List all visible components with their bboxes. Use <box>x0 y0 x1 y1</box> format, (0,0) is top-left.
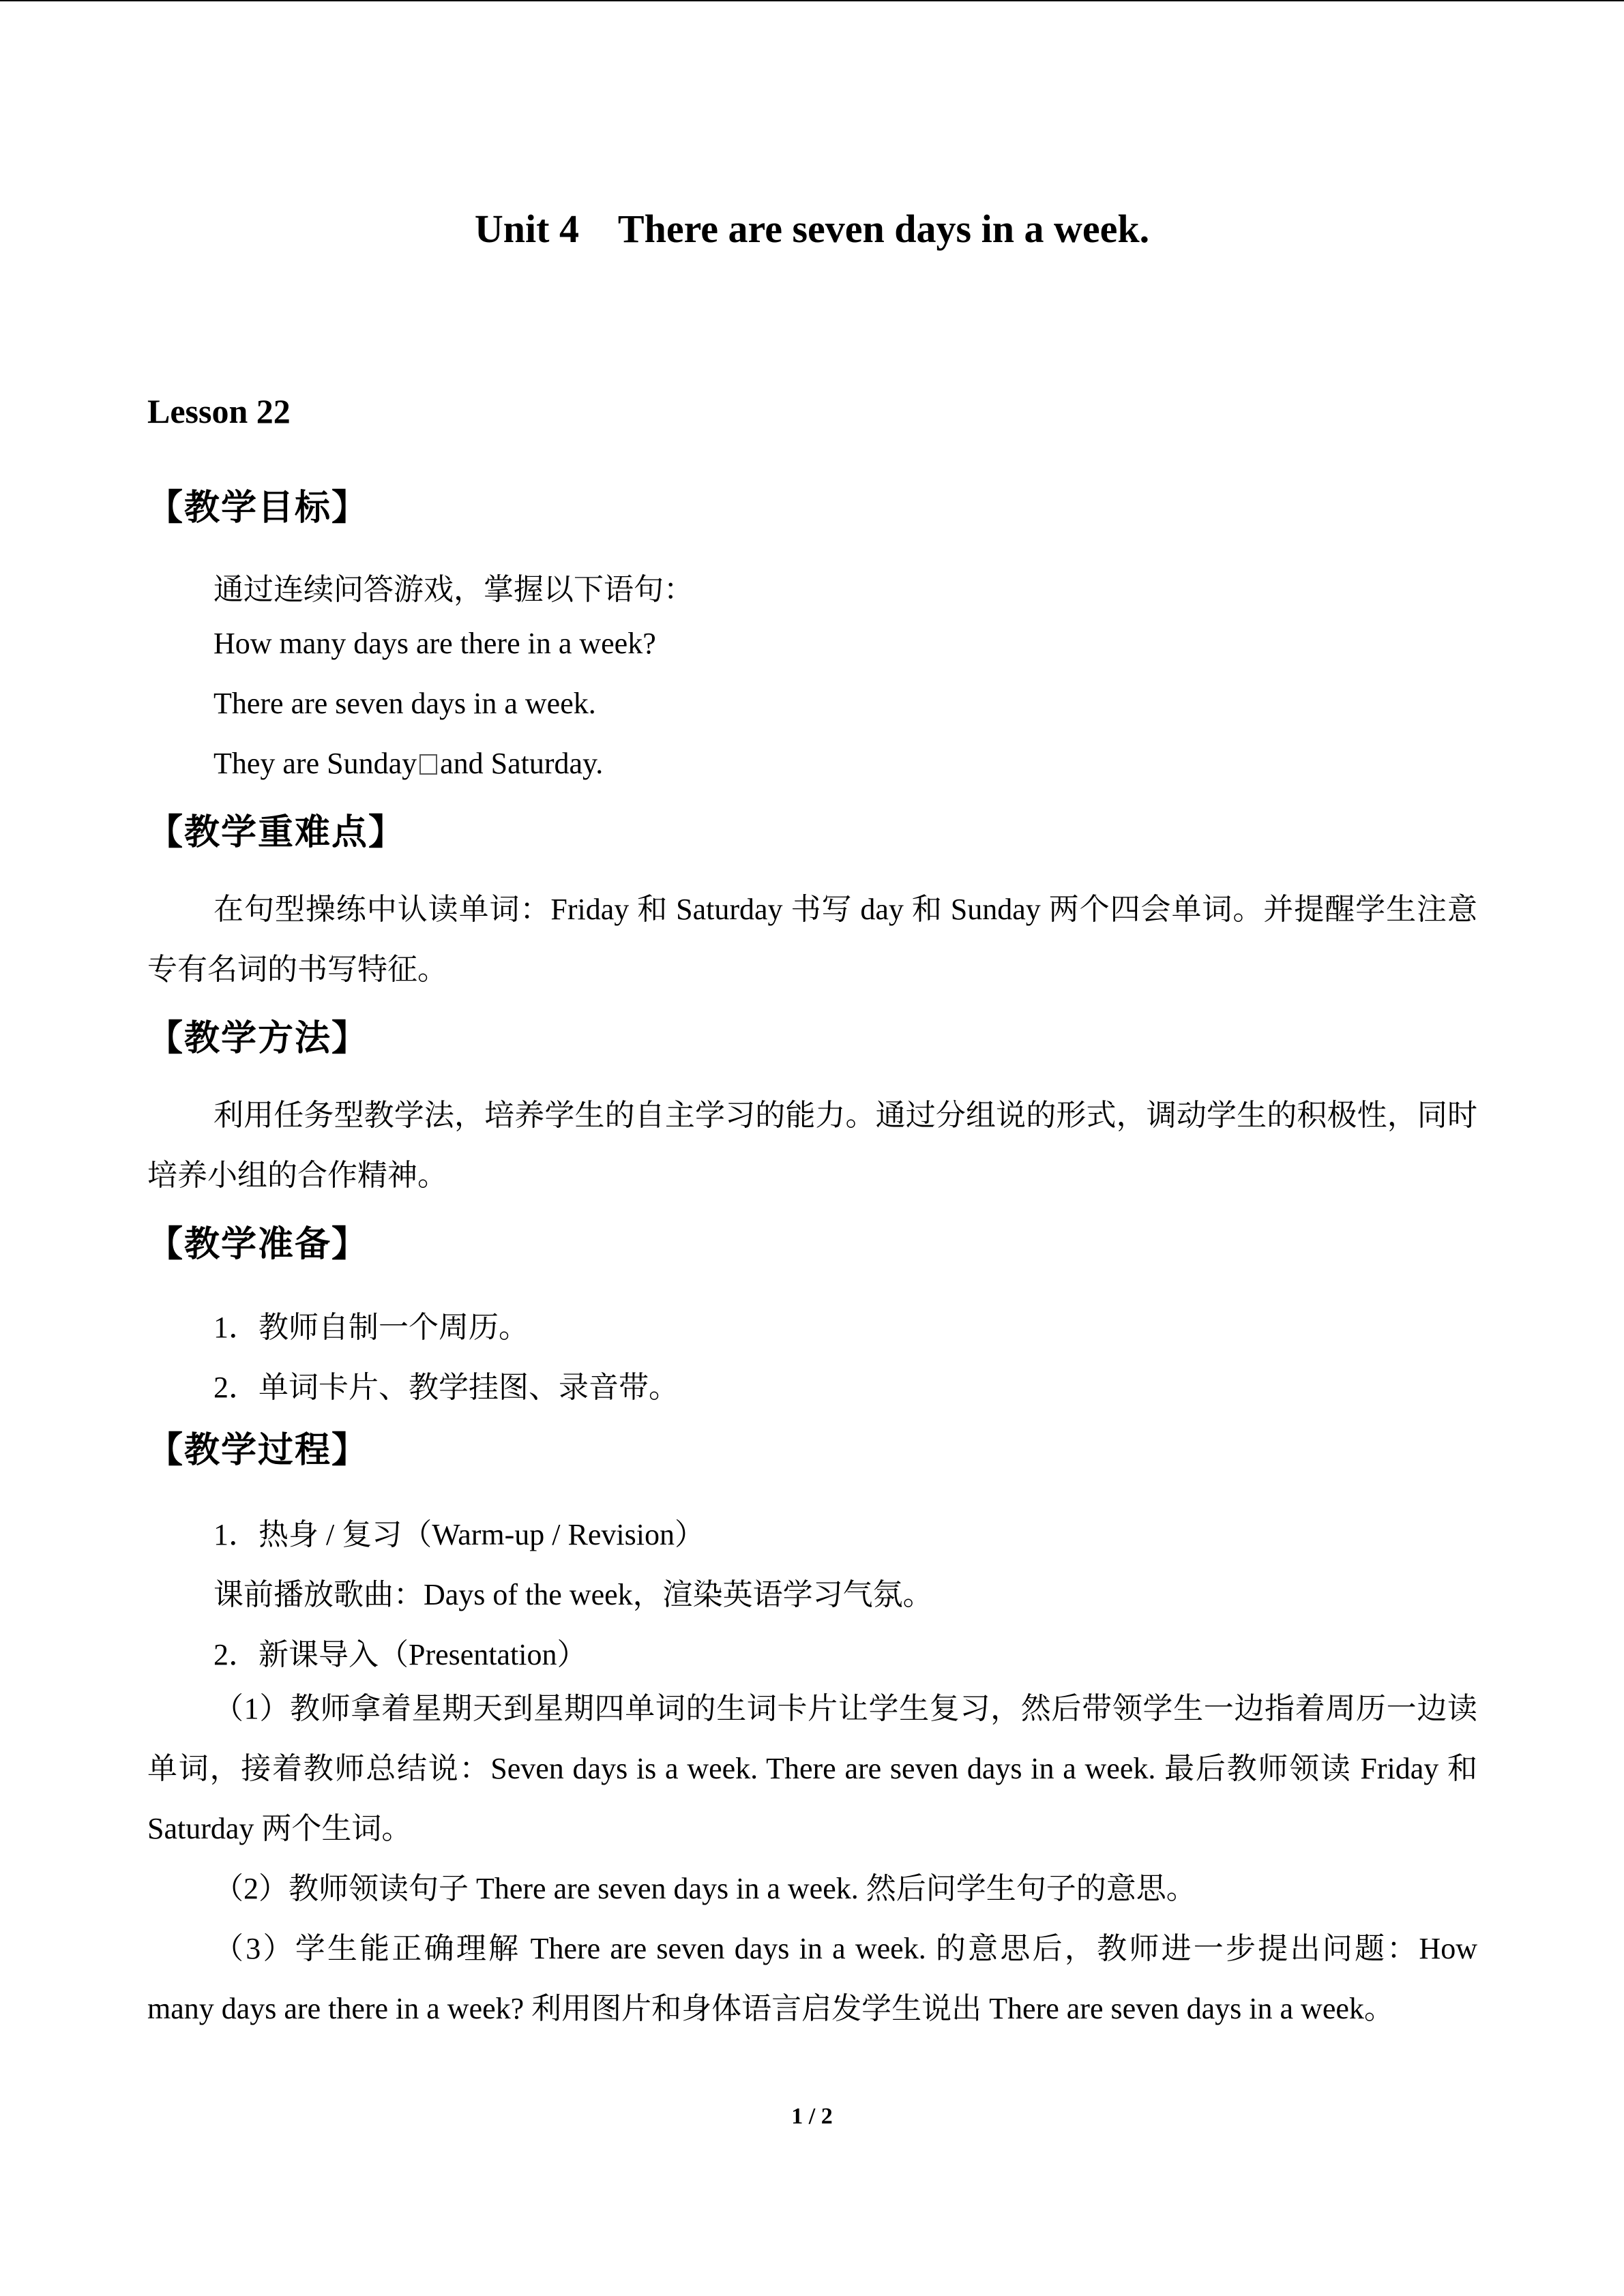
process-heading: 【教学过程】 <box>147 1430 369 1471</box>
key-points-text: 在句型操练中认读单词：Friday 和 Saturday 书写 day 和 Sunday 两个四会单词。并提醒学生注意专有名词的书写特征。 <box>147 893 1477 986</box>
missing-glyph-box <box>419 754 437 775</box>
sentence-3-part-b: and Saturday. <box>440 747 604 780</box>
objectives-sentence-1: How many days are there in a week? <box>213 627 656 660</box>
preparation-heading: 【教学准备】 <box>147 1224 369 1265</box>
objectives-intro: 通过连续问答游戏，掌握以下语句： <box>213 573 694 606</box>
key-points-heading: 【教学重难点】 <box>147 812 406 853</box>
objectives-heading: 【教学目标】 <box>147 488 369 528</box>
process-step-1-text: 课前播放歌曲：Days of the week，渲染英语学习气氛。 <box>213 1578 933 1611</box>
document-title: Unit 4 There are seven days in a week. <box>474 207 1150 251</box>
lesson-label: Lesson 22 <box>147 392 291 430</box>
page-number: 1 / 2 <box>791 2104 833 2129</box>
preparation-item-1: 1．教师自制一个周历。 <box>213 1311 529 1344</box>
methods-text: 利用任务型教学法，培养学生的自主学习的能力。通过分组说的形式，调动学生的积极性，同时培养小组的合作精神。 <box>147 1099 1477 1192</box>
preparation-item-2: 2．单词卡片、教学挂图、录音带。 <box>213 1371 679 1404</box>
process-step-1-title: 1．热身 / 复习（Warm-up / Revision） <box>213 1518 705 1551</box>
sentence-3-part-a: They are Sunday <box>213 747 417 780</box>
methods-heading: 【教学方法】 <box>147 1018 369 1059</box>
process-step-2-para-2: （2）教师领读句子 There are seven days in a week. 然后问学生句子的意思。 <box>213 1872 1196 1905</box>
objectives-sentence-2: There are seven days in a week. <box>213 687 596 720</box>
objectives-sentence-3 <box>213 746 603 781</box>
process-step-2-title: 2．新课导入（Presentation） <box>213 1638 587 1671</box>
process-step-2-para-3: （3）学生能正确理解 There are seven days in a week. 的意思后，教师进一步提出问题：How many days are there in a week? 利用图片和身体语言启发学生说出 There are seven days in a week。 <box>147 1932 1477 2025</box>
process-step-2-para-1: （1）教师拿着星期天到星期四单词的生词卡片让学生复习，然后带领学生一边指着周历一边读单词，接着教师总结说：Seven days is a week. There are seven days in a week. 最后教师领读 Friday 和 Saturday 两个生词。 <box>147 1692 1477 1845</box>
